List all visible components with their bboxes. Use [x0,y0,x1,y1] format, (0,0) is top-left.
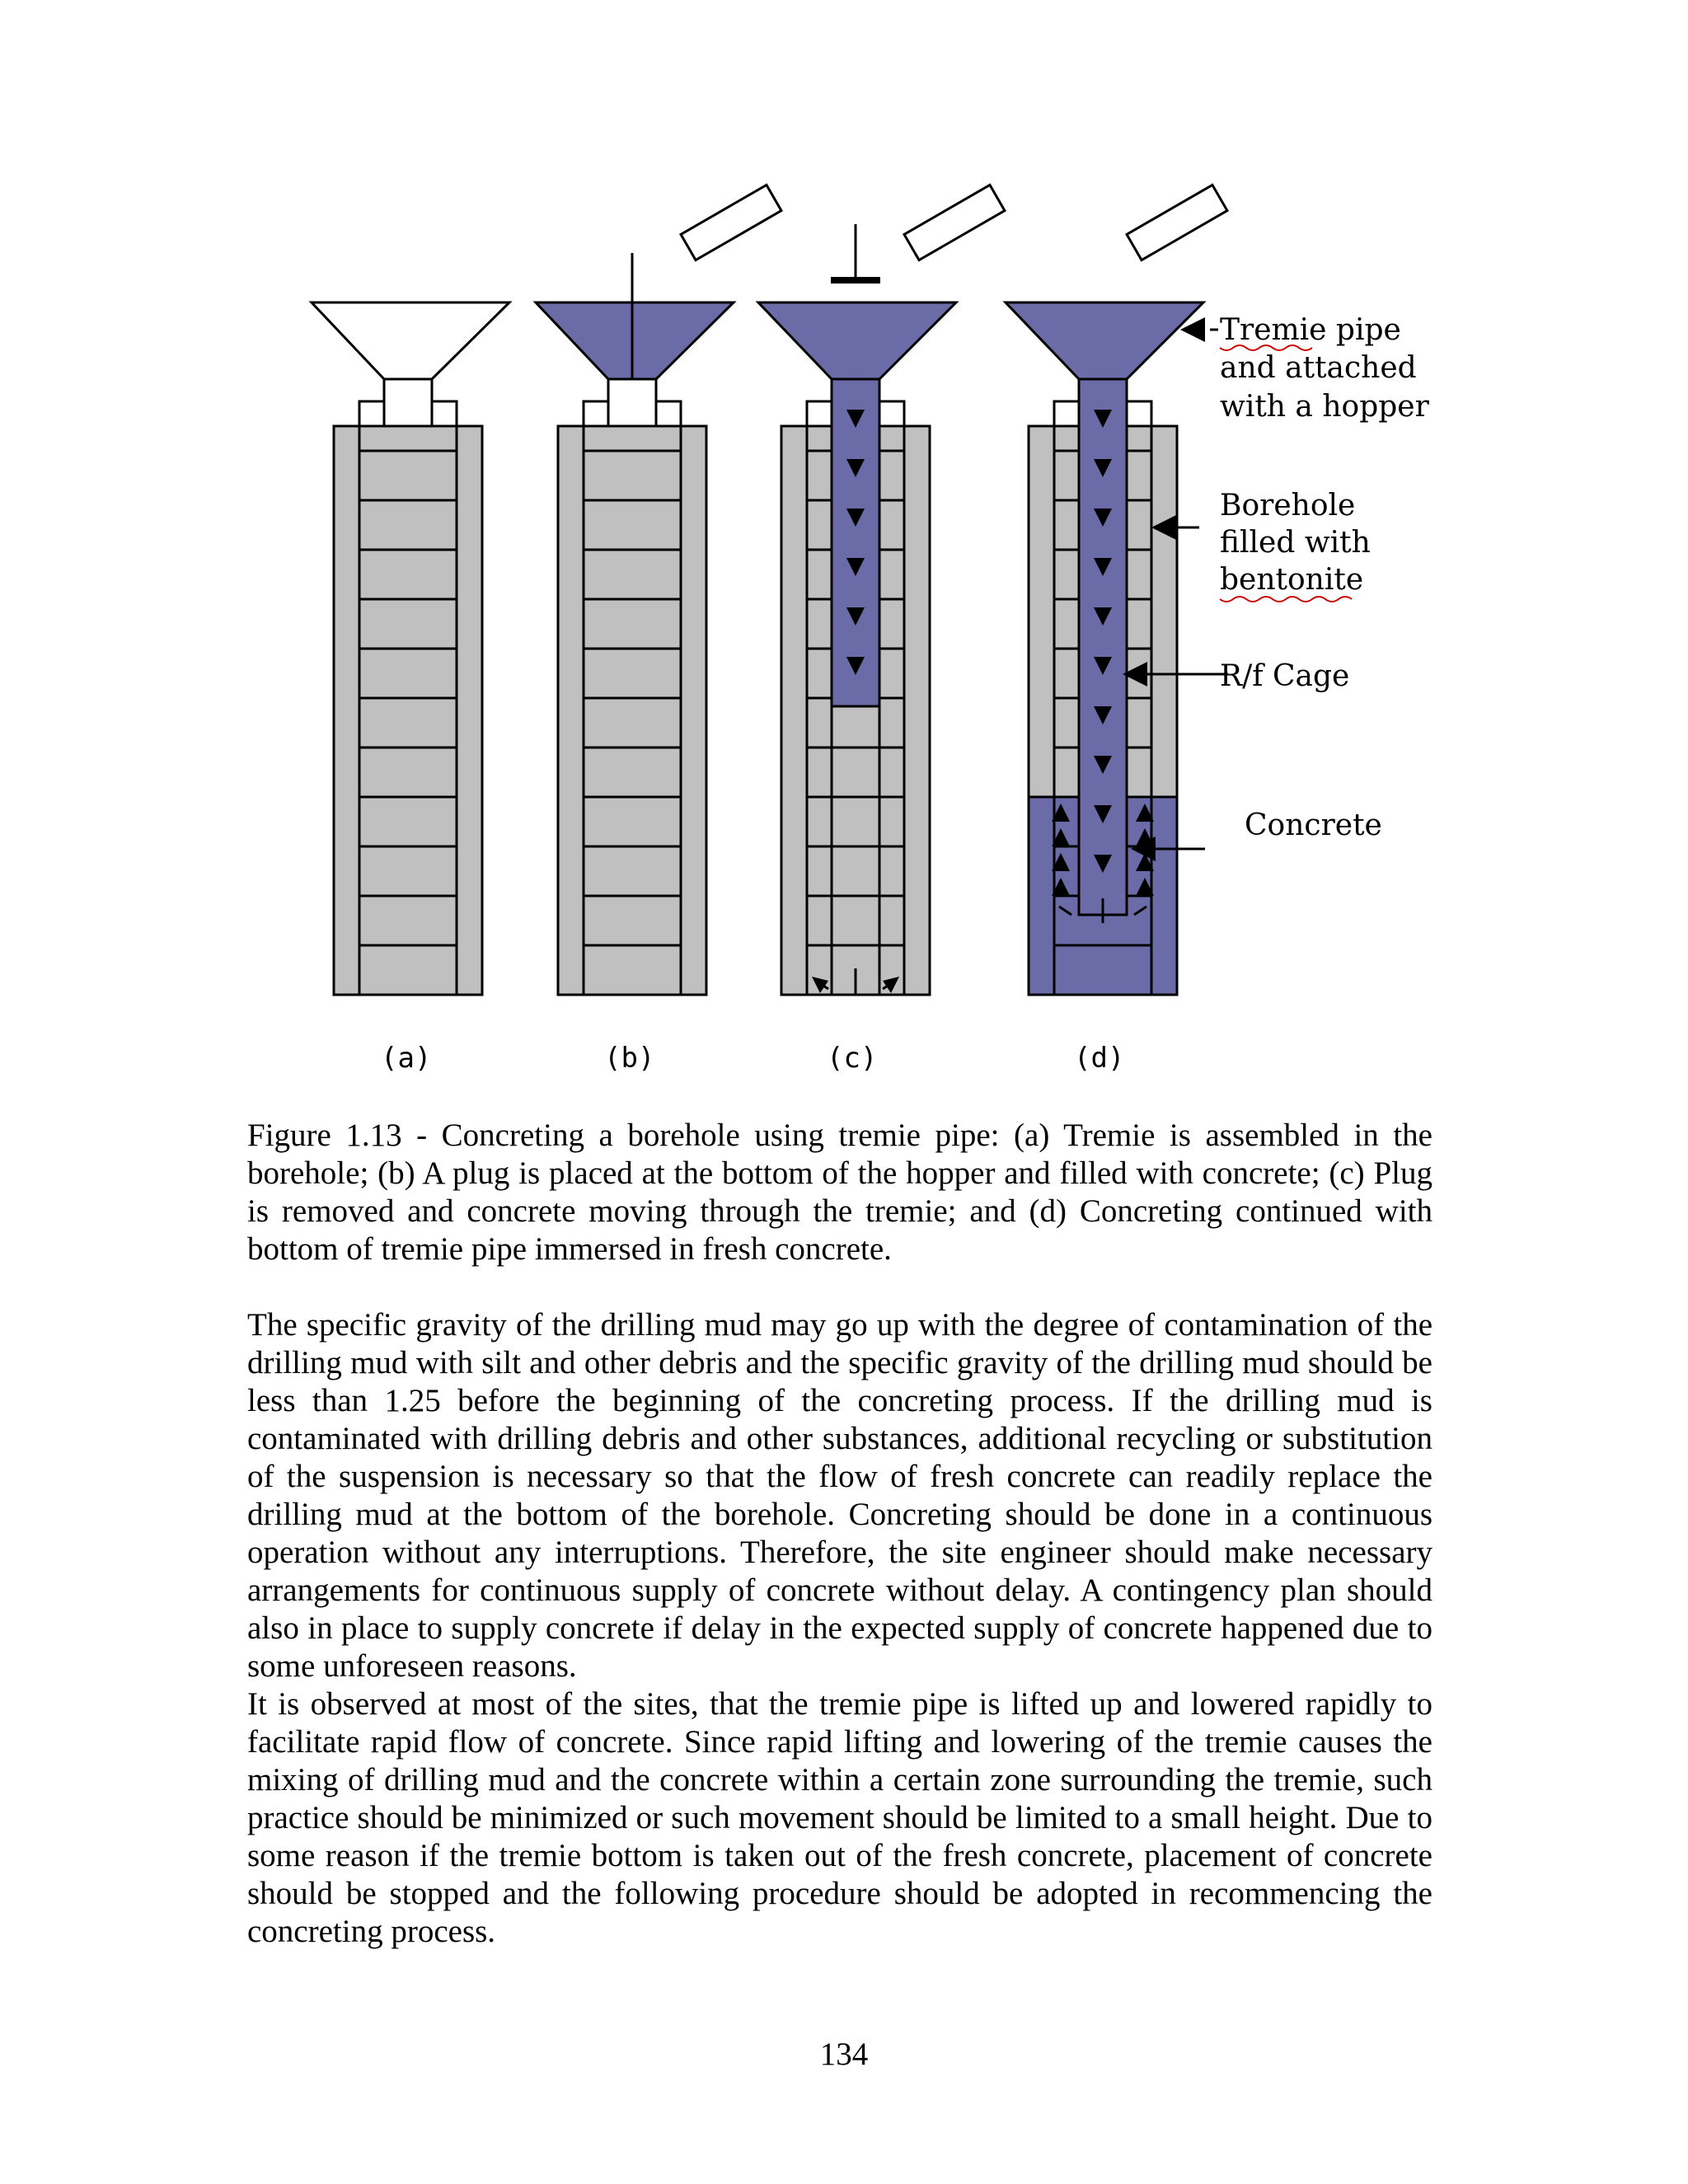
label-borehole-1: Borehole [1220,489,1356,523]
borehole-a [334,426,482,995]
label-borehole-3: bentonite [1220,563,1364,597]
panel-label-d: (d) [1074,1042,1125,1075]
concrete-chute-b [681,185,781,260]
borehole-b [558,426,706,995]
label-tremie-3: with a hopper [1220,390,1429,424]
tremie-pipe-b [608,379,656,426]
page-number: 134 [819,2036,869,2072]
body-paragraph-1: The specific gravity of the drilling mud may go up with the degree of contamination of the drilling mud with silt and other debris and the specific gravity of the drilling mud should be less than 1.25 before the beginning of the concreting process. If the drilling mud is contaminated with drilling debris and other substances, additional recycling or substitution of the suspension is necessary so that the flow of fresh concrete can readily replace the drilling mud at the bottom of the borehole. Concreting should be done in a continuous operation without any interruptions. Therefore, the site engineer should make necessary arrangements for continuous supply of concrete without delay. A contingency plan should also in place to supply concrete if delay in the expected supply of concrete happened due to some unforeseen reasons. [247,1307,1432,1684]
label-tremie-2: and attached [1220,351,1417,385]
label-borehole-2: filled with [1220,526,1371,560]
panel-d [1006,185,1227,1075]
body-paragraph-2: It is observed at most of the sites, that the tremie pipe is lifted up and lowered rapidly to facilitate rapid flow of concrete. Since rapid lifting and lowering of the tremie causes the mixing of drilling mud and the concrete within a certain zone surrounding the tremie, such practice should be minimized or such movement should be limited to a small height. Due to some reason if the tremie bottom is taken out of the fresh concrete, placement of concrete should be stopped and the following procedure should be adopted in recommencing the concreting process. [247,1686,1432,1949]
hopper-b [536,302,734,379]
concrete-chute-d [1127,185,1227,260]
hopper-a [312,302,509,379]
label-tremie-1: Tremie pipe [1220,313,1401,347]
label-cage: R/f Cage [1220,659,1350,693]
panel-b [536,185,781,1075]
panel-a [312,302,509,1075]
concrete-chute-c [904,185,1005,260]
hopper-c [758,302,956,379]
hopper-d [1006,302,1203,379]
panel-label-a: (a) [381,1042,432,1075]
label-concrete: Concrete [1245,808,1382,842]
panel-c [758,185,1005,1075]
tremie-pipe-a [384,379,432,426]
panel-label-b: (b) [604,1042,655,1075]
figure-caption: Figure 1.13 - Concreting a borehole using tremie pipe: (a) Tremie is assembled in the borehole; (b) A plug is placed at the bottom of the hopper and filled with concrete; (c) Plug is removed and concrete moving through the tremie; and (d) Concreting continued with bottom of tremie pipe immersed in fresh concrete. [247,1118,1432,1267]
panel-label-c: (c) [827,1042,878,1075]
